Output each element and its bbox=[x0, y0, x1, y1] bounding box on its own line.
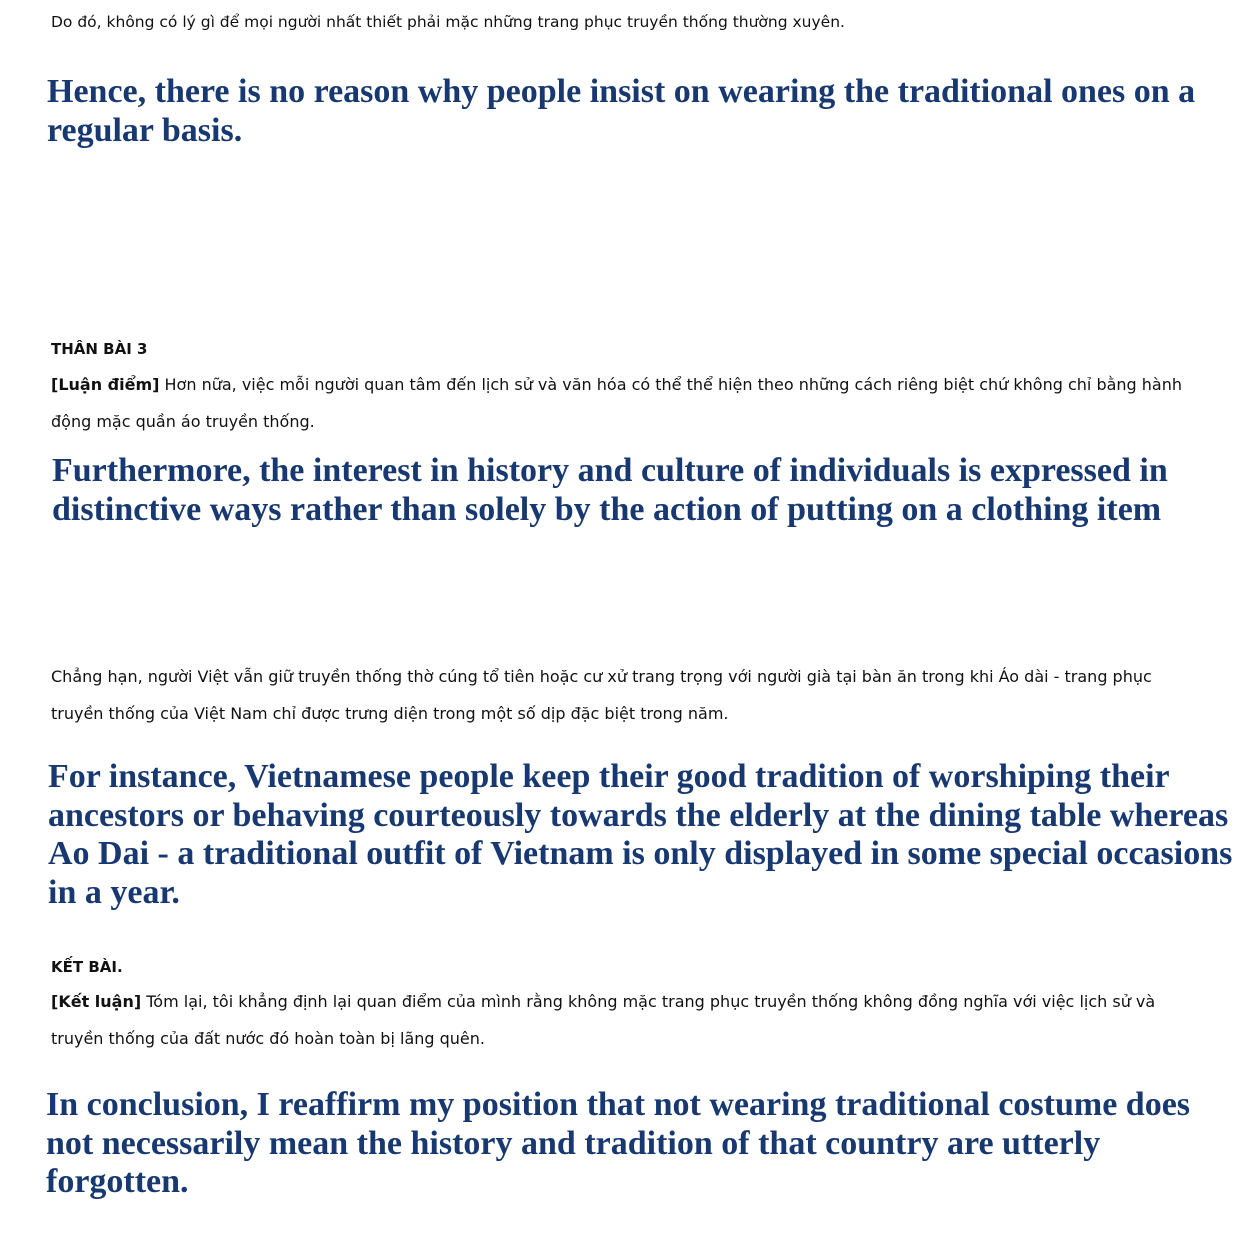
english-sentence-1: Hence, there is no reason why people insist on wearing the traditional ones on a regular basis. bbox=[47, 73, 1196, 149]
english-example-sentence: For instance, Vietnamese people keep their good tradition of worshiping their ancestors or behaving courteously towards the elderly at the dining table whereas Ao Dai - a traditional outfit of Vietnam is only displayed in some special occasions in a year. bbox=[48, 758, 1233, 911]
english-point-sentence: Furthermore, the interest in history and culture of individuals is expressed in distinctive ways rather than solely by the action of putting on a clothing item bbox=[52, 452, 1168, 528]
conclusion-label: [Kết luận] bbox=[51, 992, 142, 1011]
vietnamese-point-paragraph bbox=[51, 366, 1191, 440]
point-text: Hơn nữa, việc mỗi người quan tâm đến lịch sử và văn hóa có thể thể hiện theo những cách riêng biệt chứ không chỉ bằng hành động mặc quần áo truyền thống. bbox=[51, 375, 1183, 431]
conclusion-text: Tóm lại, tôi khẳng định lại quan điểm của mình rằng không mặc trang phục truyền thống không đồng nghĩa với việc lịch sử và truyền thống của đất nước đó hoàn toàn bị lãng quên. bbox=[51, 992, 1156, 1048]
section-heading-conclusion: KẾT BÀI. bbox=[51, 958, 123, 976]
point-label: [Luận điểm] bbox=[51, 375, 160, 394]
vietnamese-conclusion-paragraph bbox=[51, 983, 1191, 1057]
vietnamese-example-paragraph: Chẳng hạn, người Việt vẫn giữ truyền thống thờ cúng tổ tiên hoặc cư xử trang trọng với người già tại bàn ăn trong khi Áo dài - trang phục truyền thống của Việt Nam chỉ được trưng diện trong một số dịp đặc biệt trong năm. bbox=[51, 667, 1152, 723]
english-conclusion-sentence: In conclusion, I reaffirm my position that not wearing traditional costume does not necessarily mean the history and tradition of that country are utterly forgotten. bbox=[46, 1086, 1191, 1200]
vietnamese-sentence-1: Do đó, không có lý gì để mọi người nhất thiết phải mặc những trang phục truyền thống thường xuyên. bbox=[51, 13, 845, 31]
section-heading-body-3: THÂN BÀI 3 bbox=[51, 340, 148, 358]
